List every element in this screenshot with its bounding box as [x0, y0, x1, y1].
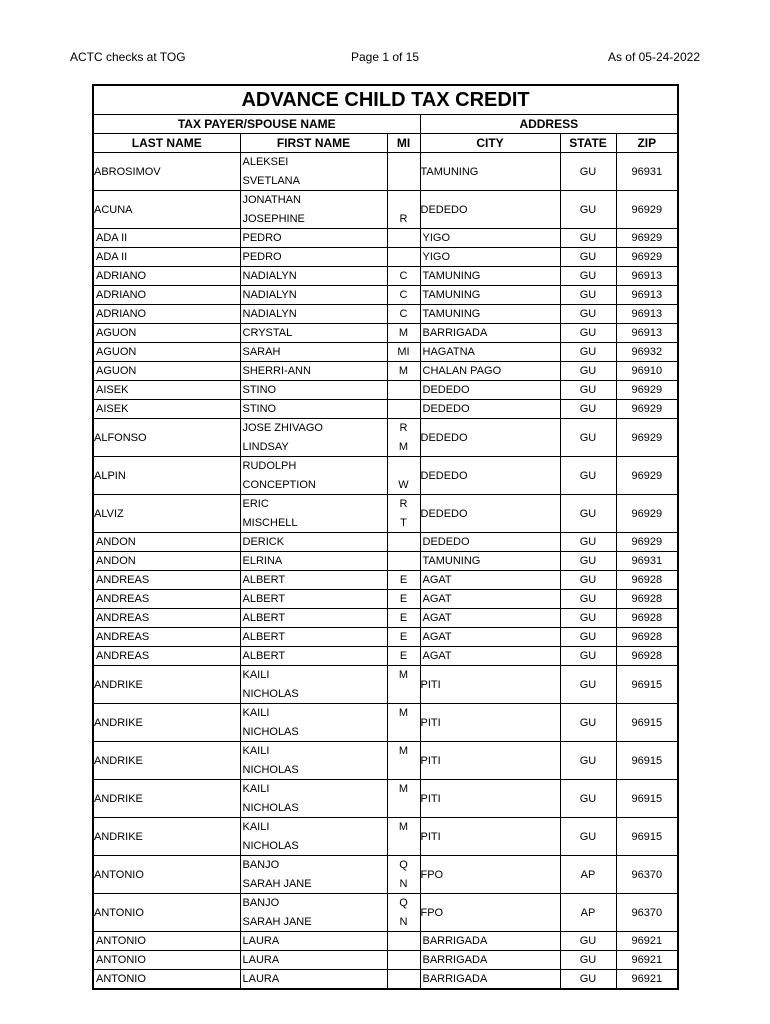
cell-last-name: ANTONIO: [93, 856, 240, 894]
cell-first-name: [240, 894, 387, 932]
cell-last-name: ANTONIO: [93, 951, 240, 970]
cell-first-name: ALBERT: [240, 628, 387, 647]
cell-zip: 96929: [616, 248, 678, 267]
cell-last-name: ADRIANO: [93, 267, 240, 286]
table-row: [93, 856, 678, 894]
cell-last-name: ANTONIO: [93, 932, 240, 951]
page-number: Page 1 of 15: [350, 50, 420, 64]
table-row: [93, 666, 678, 704]
first-name-line: KAILI: [242, 745, 270, 757]
cell-zip: 96928: [616, 647, 678, 666]
cell-mi: [387, 153, 420, 191]
cell-city: PITI: [420, 704, 560, 742]
cell-zip: 96370: [616, 856, 678, 894]
cell-last-name: ADRIANO: [93, 305, 240, 324]
first-name-line: KAILI: [242, 707, 270, 719]
first-name-line: NICHOLAS: [242, 687, 299, 700]
cell-zip: 96928: [616, 590, 678, 609]
cell-state: GU: [560, 552, 616, 571]
cell-zip: 96929: [616, 495, 678, 533]
cell-first-name: [240, 419, 387, 457]
cell-last-name: ADA II: [93, 229, 240, 248]
first-name-line: NICHOLAS: [242, 725, 299, 738]
first-name-line: MISCHELL: [242, 516, 298, 529]
cell-last-name: ACUNA: [93, 191, 240, 229]
mi-line: M: [398, 669, 409, 681]
table-row: [93, 457, 678, 495]
cell-zip: 96931: [616, 552, 678, 571]
cell-last-name: ANDREAS: [93, 628, 240, 647]
table-row: [93, 381, 678, 400]
first-name-line: SVETLANA: [242, 174, 300, 187]
mi-line: M: [398, 440, 409, 453]
cell-mi: [387, 704, 420, 742]
cell-first-name: ALBERT: [240, 590, 387, 609]
cell-state: GU: [560, 970, 616, 990]
first-name-line: ALEKSEI: [242, 156, 289, 168]
table-row: [93, 780, 678, 818]
mi-line: [388, 761, 420, 780]
first-name-line: SARAH JANE: [242, 915, 312, 928]
first-name-line: BANJO: [242, 897, 280, 909]
cell-last-name: ANTONIO: [93, 894, 240, 932]
mi-line: [388, 799, 420, 818]
cell-first-name: PEDRO: [240, 248, 387, 267]
cell-mi: [387, 419, 420, 457]
cell-first-name: [240, 704, 387, 742]
column-header-first-name: FIRST NAME: [240, 134, 387, 153]
cell-first-name: LAURA: [240, 970, 387, 990]
cell-city: DEDEDO: [420, 381, 560, 400]
mi-line: [388, 723, 420, 742]
cell-last-name: ANDRIKE: [93, 818, 240, 856]
cell-zip: 96928: [616, 628, 678, 647]
cell-mi: M: [387, 324, 420, 343]
cell-mi: [387, 381, 420, 400]
cell-mi: E: [387, 609, 420, 628]
cell-state: GU: [560, 742, 616, 780]
cell-zip: 96913: [616, 324, 678, 343]
cell-first-name: LAURA: [240, 932, 387, 951]
cell-city: DEDEDO: [420, 495, 560, 533]
cell-zip: 96913: [616, 267, 678, 286]
table-row: [93, 628, 678, 647]
cell-first-name: STINO: [240, 400, 387, 419]
cell-mi: E: [387, 590, 420, 609]
cell-state: GU: [560, 343, 616, 362]
cell-mi: [387, 495, 420, 533]
mi-line: [388, 172, 420, 191]
cell-first-name: SARAH: [240, 343, 387, 362]
cell-mi: [387, 400, 420, 419]
column-header-mi: MI: [387, 134, 420, 153]
cell-city: BARRIGADA: [420, 932, 560, 951]
table-row: [93, 609, 678, 628]
cell-state: GU: [560, 362, 616, 381]
cell-mi: E: [387, 571, 420, 590]
cell-last-name: AGUON: [93, 362, 240, 381]
first-name-line: BANJO: [242, 859, 280, 871]
cell-mi: [387, 818, 420, 856]
column-header-last-name: LAST NAME: [93, 134, 240, 153]
mi-line: [388, 153, 420, 172]
first-name-line: RUDOLPH: [242, 460, 297, 472]
cell-city: YIGO: [420, 229, 560, 248]
cell-first-name: PEDRO: [240, 229, 387, 248]
cell-last-name: ADA II: [93, 248, 240, 267]
cell-last-name: ANDREAS: [93, 647, 240, 666]
table-row: [93, 495, 678, 533]
cell-state: GU: [560, 381, 616, 400]
cell-city: TAMUNING: [420, 153, 560, 191]
cell-mi: [387, 932, 420, 951]
cell-last-name: ALPIN: [93, 457, 240, 495]
cell-last-name: ANDON: [93, 552, 240, 571]
table-row: [93, 305, 678, 324]
mi-line: M: [398, 783, 409, 795]
cell-city: AGAT: [420, 590, 560, 609]
cell-state: GU: [560, 628, 616, 647]
cell-city: AGAT: [420, 647, 560, 666]
cell-mi: [387, 457, 420, 495]
mi-line: [388, 837, 420, 856]
cell-zip: 96910: [616, 362, 678, 381]
table-row: [93, 552, 678, 571]
first-name-line: JOSEPHINE: [242, 212, 305, 225]
actc-table: [92, 84, 679, 990]
column-header-city: CITY: [420, 134, 560, 153]
cell-mi: [387, 666, 420, 704]
table-row: [93, 400, 678, 419]
cell-city: AGAT: [420, 571, 560, 590]
first-name-line: LINDSAY: [242, 440, 289, 453]
cell-mi: [387, 742, 420, 780]
table-row: [93, 951, 678, 970]
cell-zip: 96931: [616, 153, 678, 191]
cell-first-name: ALBERT: [240, 571, 387, 590]
table-body: [93, 153, 678, 990]
table-row: [93, 590, 678, 609]
cell-state: GU: [560, 609, 616, 628]
cell-city: PITI: [420, 666, 560, 704]
cell-first-name: STINO: [240, 381, 387, 400]
cell-first-name: [240, 457, 387, 495]
cell-zip: 96929: [616, 381, 678, 400]
cell-mi: MI: [387, 343, 420, 362]
cell-zip: 96928: [616, 609, 678, 628]
cell-city: DEDEDO: [420, 533, 560, 552]
cell-mi: [387, 780, 420, 818]
cell-mi: [387, 951, 420, 970]
cell-mi: E: [387, 628, 420, 647]
mi-line: M: [398, 745, 409, 757]
cell-city: TAMUNING: [420, 267, 560, 286]
mi-line: R: [399, 498, 408, 510]
mi-line: Q: [399, 859, 408, 871]
cell-state: AP: [560, 894, 616, 932]
mi-line: M: [398, 707, 409, 719]
table-row: [93, 248, 678, 267]
cell-first-name: CRYSTAL: [240, 324, 387, 343]
cell-zip: 96370: [616, 894, 678, 932]
table-title: ADVANCE CHILD TAX CREDIT: [93, 85, 678, 115]
cell-city: TAMUNING: [420, 286, 560, 305]
cell-last-name: ALFONSO: [93, 419, 240, 457]
cell-state: GU: [560, 818, 616, 856]
table-row: [93, 229, 678, 248]
table-row: [93, 267, 678, 286]
table-row: [93, 191, 678, 229]
cell-last-name: ANTONIO: [93, 970, 240, 990]
cell-zip: 96929: [616, 457, 678, 495]
cell-last-name: AISEK: [93, 381, 240, 400]
first-name-line: SARAH JANE: [242, 877, 312, 890]
cell-state: GU: [560, 647, 616, 666]
cell-mi: E: [387, 647, 420, 666]
first-name-line: KAILI: [242, 783, 270, 795]
table-row: [93, 647, 678, 666]
cell-first-name: [240, 780, 387, 818]
cell-zip: 96913: [616, 286, 678, 305]
cell-first-name: NADIALYN: [240, 305, 387, 324]
cell-city: DEDEDO: [420, 191, 560, 229]
cell-last-name: ANDRIKE: [93, 666, 240, 704]
cell-mi: [387, 533, 420, 552]
document-label: ACTC checks at TOG: [70, 50, 186, 64]
column-header-state: STATE: [560, 134, 616, 153]
first-name-line: NICHOLAS: [242, 839, 299, 852]
cell-mi: M: [387, 362, 420, 381]
cell-state: GU: [560, 951, 616, 970]
first-name-line: ERIC: [242, 498, 269, 510]
cell-state: GU: [560, 704, 616, 742]
cell-state: GU: [560, 932, 616, 951]
cell-first-name: NADIALYN: [240, 267, 387, 286]
table-row: [93, 571, 678, 590]
cell-state: GU: [560, 400, 616, 419]
cell-last-name: ANDON: [93, 533, 240, 552]
cell-state: GU: [560, 495, 616, 533]
mi-line: R: [399, 212, 408, 225]
table-row: [93, 324, 678, 343]
mi-line: N: [399, 877, 408, 890]
cell-city: HAGATNA: [420, 343, 560, 362]
group-header-address: ADDRESS: [420, 115, 678, 134]
cell-zip: 96915: [616, 780, 678, 818]
column-header-zip: ZIP: [616, 134, 678, 153]
cell-mi: C: [387, 267, 420, 286]
cell-mi: [387, 856, 420, 894]
table-row: [93, 286, 678, 305]
first-name-line: CONCEPTION: [242, 478, 316, 491]
cell-first-name: [240, 742, 387, 780]
cell-first-name: [240, 666, 387, 704]
cell-zip: 96932: [616, 343, 678, 362]
table-row: [93, 533, 678, 552]
cell-first-name: SHERRI-ANN: [240, 362, 387, 381]
cell-city: FPO: [420, 856, 560, 894]
cell-state: GU: [560, 571, 616, 590]
cell-state: GU: [560, 191, 616, 229]
cell-last-name: ABROSIMOV: [93, 153, 240, 191]
mi-line: [388, 457, 420, 476]
table-row: [93, 970, 678, 990]
cell-state: GU: [560, 153, 616, 191]
cell-first-name: [240, 495, 387, 533]
cell-last-name: AGUON: [93, 343, 240, 362]
cell-mi: C: [387, 305, 420, 324]
cell-zip: 96929: [616, 533, 678, 552]
cell-zip: 96915: [616, 704, 678, 742]
cell-mi: [387, 970, 420, 990]
cell-state: GU: [560, 457, 616, 495]
cell-city: TAMUNING: [420, 305, 560, 324]
cell-state: GU: [560, 286, 616, 305]
cell-last-name: ANDRIKE: [93, 742, 240, 780]
cell-last-name: ANDRIKE: [93, 780, 240, 818]
cell-city: YIGO: [420, 248, 560, 267]
cell-city: BARRIGADA: [420, 951, 560, 970]
first-name-line: KAILI: [242, 821, 270, 833]
table-row: [93, 362, 678, 381]
page-header: [0, 49, 770, 65]
cell-zip: 96921: [616, 932, 678, 951]
table-row: [93, 818, 678, 856]
cell-state: GU: [560, 666, 616, 704]
cell-city: PITI: [420, 780, 560, 818]
table-row: [93, 343, 678, 362]
cell-last-name: ALVIZ: [93, 495, 240, 533]
cell-last-name: ADRIANO: [93, 286, 240, 305]
first-name-line: NICHOLAS: [242, 801, 299, 814]
group-header-taxpayer: TAX PAYER/SPOUSE NAME: [93, 115, 420, 134]
cell-city: BARRIGADA: [420, 970, 560, 990]
cell-mi: [387, 552, 420, 571]
cell-last-name: ANDREAS: [93, 609, 240, 628]
mi-line: W: [398, 478, 409, 491]
table-row: [93, 704, 678, 742]
cell-city: DEDEDO: [420, 419, 560, 457]
cell-first-name: DERICK: [240, 533, 387, 552]
cell-city: PITI: [420, 818, 560, 856]
cell-city: CHALAN PAGO: [420, 362, 560, 381]
cell-city: DEDEDO: [420, 400, 560, 419]
mi-line: N: [399, 915, 408, 928]
cell-first-name: [240, 818, 387, 856]
cell-last-name: AGUON: [93, 324, 240, 343]
cell-state: GU: [560, 229, 616, 248]
cell-city: DEDEDO: [420, 457, 560, 495]
cell-mi: [387, 191, 420, 229]
cell-first-name: LAURA: [240, 951, 387, 970]
mi-line: T: [400, 516, 407, 529]
cell-zip: 96929: [616, 419, 678, 457]
table-row: [93, 419, 678, 457]
cell-state: GU: [560, 324, 616, 343]
cell-mi: [387, 894, 420, 932]
cell-first-name: NADIALYN: [240, 286, 387, 305]
cell-zip: 96915: [616, 742, 678, 780]
cell-last-name: AISEK: [93, 400, 240, 419]
cell-city: PITI: [420, 742, 560, 780]
cell-state: GU: [560, 305, 616, 324]
cell-mi: C: [387, 286, 420, 305]
table-row: [93, 153, 678, 191]
cell-first-name: [240, 191, 387, 229]
cell-city: FPO: [420, 894, 560, 932]
cell-mi: [387, 229, 420, 248]
mi-line: Q: [399, 897, 408, 909]
actc-table-container: [92, 84, 677, 990]
first-name-line: KAILI: [242, 669, 270, 681]
cell-state: AP: [560, 856, 616, 894]
first-name-line: JOSE ZHIVAGO: [242, 422, 323, 434]
cell-first-name: ALBERT: [240, 609, 387, 628]
first-name-line: JONATHAN: [242, 194, 301, 206]
cell-zip: 96915: [616, 818, 678, 856]
cell-zip: 96928: [616, 571, 678, 590]
cell-first-name: [240, 856, 387, 894]
cell-state: GU: [560, 248, 616, 267]
cell-city: AGAT: [420, 628, 560, 647]
cell-last-name: ANDREAS: [93, 571, 240, 590]
cell-first-name: ALBERT: [240, 647, 387, 666]
cell-city: TAMUNING: [420, 552, 560, 571]
table-row: [93, 742, 678, 780]
cell-zip: 96929: [616, 229, 678, 248]
table-row: [93, 894, 678, 932]
cell-zip: 96921: [616, 970, 678, 990]
as-of-date: As of 05-24-2022: [607, 50, 700, 64]
cell-last-name: ANDRIKE: [93, 704, 240, 742]
cell-first-name: ELRINA: [240, 552, 387, 571]
cell-zip: 96915: [616, 666, 678, 704]
mi-line: [388, 685, 420, 704]
cell-zip: 96913: [616, 305, 678, 324]
cell-city: BARRIGADA: [420, 324, 560, 343]
cell-last-name: ANDREAS: [93, 590, 240, 609]
cell-state: GU: [560, 590, 616, 609]
cell-zip: 96929: [616, 400, 678, 419]
cell-zip: 96921: [616, 951, 678, 970]
cell-state: GU: [560, 533, 616, 552]
mi-line: [388, 191, 420, 210]
mi-line: M: [398, 821, 409, 833]
cell-city: AGAT: [420, 609, 560, 628]
table-row: [93, 932, 678, 951]
cell-mi: [387, 248, 420, 267]
mi-line: R: [399, 422, 408, 434]
cell-state: GU: [560, 267, 616, 286]
cell-first-name: [240, 153, 387, 191]
cell-state: GU: [560, 419, 616, 457]
cell-state: GU: [560, 780, 616, 818]
cell-zip: 96929: [616, 191, 678, 229]
first-name-line: NICHOLAS: [242, 763, 299, 776]
